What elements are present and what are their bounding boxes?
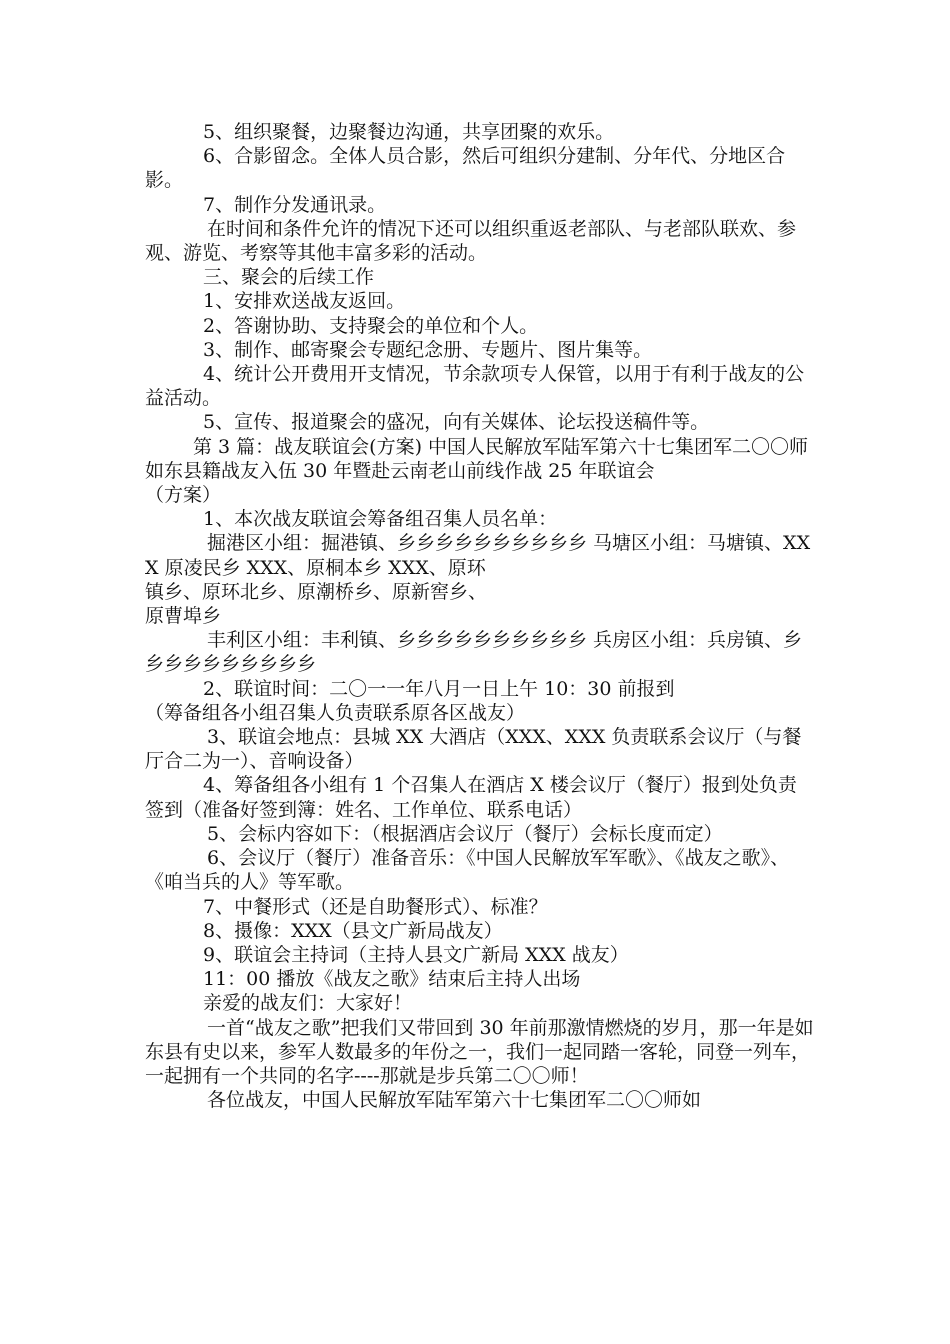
paragraph: 9、联谊会主持词（主持人县文广新局 XXX 战友） (203, 943, 629, 966)
paragraph: 丰利区小组：丰利镇、乡乡乡乡乡乡乡乡乡乡 兵房区小组：兵房镇、乡乡乡乡乡乡乡乡乡乡 (145, 629, 803, 676)
paragraph: 1、安排欢送战友返回。 (203, 290, 406, 313)
paragraph: 11：00 播放《战友之歌》结束后主持人出场 (203, 968, 581, 991)
paragraph: 5、会标内容如下：（根据酒店会议厅（餐厅）会标长度而定） (207, 822, 723, 845)
paragraph: 掘港区小组：掘港镇、乡乡乡乡乡乡乡乡乡乡 马塘区小组：马塘镇、XXX 原凌民乡 XXX、原桐本乡 XXX、原环 (145, 532, 811, 579)
paragraph: 7、制作分发通讯录。 (203, 193, 387, 216)
paragraph: 在时间和条件允许的情况下还可以组织重返老部队、与老部队联欢、参观、游览、考察等其他丰富多彩的活动。 (145, 217, 797, 265)
paragraph: 4、统计公开费用开支情况，节余款项专人保管，以用于有利于战友的公益活动。 (145, 363, 805, 410)
paragraph: 1、本次战友联谊会筹备组召集人员名单： (203, 508, 558, 531)
article-title: 第 3 篇：战友联谊会(方案) 中国人民解放军陆军第六十七集团军二〇〇师 (193, 435, 809, 458)
document-body (145, 120, 815, 1112)
section-heading: 三、聚会的后续工作 (203, 266, 375, 289)
paragraph: （筹备组各小组召集人负责联系原各区战友） (145, 701, 526, 724)
paragraph: 6、合影留念。全体人员合影，然后可组织分建制、分年代、分地区合影。 (145, 145, 786, 192)
paragraph: 4、筹备组各小组有 1 个召集人在酒店 X 楼会议厅（餐厅）报到处负责签到（准备好签到簿：姓名、工作单位、联系电话） (145, 774, 797, 821)
paragraph: 5、组织聚餐，边聚餐边沟通，共享团聚的欢乐。 (203, 121, 615, 143)
paragraph: 5、宣传、报道聚会的盛况，向有关媒体、论坛投送稿件等。 (203, 411, 710, 434)
paragraph: 2、联谊时间：二〇一一年八月一日上午 10：30 前报到 (203, 677, 675, 700)
paragraph: 镇乡、原环北乡、原潮桥乡、原新窖乡、 (145, 580, 488, 603)
paragraph: （方案） (145, 484, 222, 507)
paragraph: 一首“战友之歌”把我们又带回到 30 年前那激情燃烧的岁月，那一年是如东县有史以来，参军人数最多的年份之一，我们一起同踏一客轮，同登一列车，一起拥有一个共同的名字----那就是步兵第二〇〇师！ (145, 1016, 814, 1087)
paragraph: 7、中餐形式（还是自助餐形式）、标准？ (203, 895, 548, 918)
paragraph: 6、会议厅（餐厅）准备音乐：《中国人民解放军军歌》、《战友之歌》、《咱当兵的人》等军歌。 (145, 847, 790, 894)
paragraph: 8、摄像：XXX（县文广新局战友） (203, 919, 503, 942)
paragraph: 原曹埠乡 (145, 605, 222, 628)
paragraph: 亲爱的战友们：大家好！ (203, 992, 413, 1015)
paragraph: 2、答谢协助、支持聚会的单位和个人。 (203, 314, 539, 337)
paragraph: 各位战友，中国人民解放军陆军第六十七集团军二〇〇师如 (207, 1089, 702, 1112)
paragraph: 3、制作、邮寄聚会专题纪念册、专题片、图片集等。 (203, 338, 653, 361)
paragraph: 3、联谊会地点：县城 XX 大酒店（XXX、XXX 负责联系会议厅（与餐厅合二为一）、音响设备） (145, 726, 802, 773)
paragraph: 如东县籍战友入伍 30 年暨赴云南老山前线作战 25 年联谊会 (145, 459, 655, 482)
